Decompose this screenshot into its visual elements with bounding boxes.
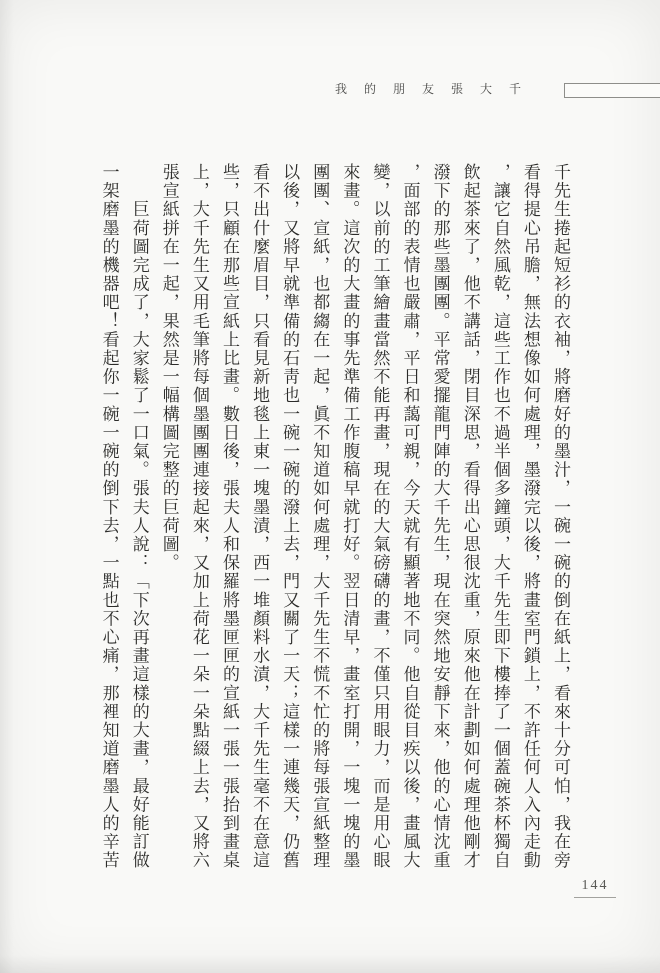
text-column: 以後，又將早就準備的石靑也一碗一碗的潑上去，門又關了一天；這樣一連幾天，仍舊 xyxy=(280,163,300,870)
page-number: 144 xyxy=(574,878,616,898)
header-rule-box xyxy=(564,83,660,98)
text-column: 張宣紙拼在一起，果然是一幅構圖完整的巨荷圖。 xyxy=(159,163,179,573)
running-head-title: 我 的 朋 友 張 大 千 xyxy=(334,82,528,96)
text-column: 看得提心吊膽，無法想像如何處理，墨潑完以後，將畫室門鎖上，不許任何人入內走動 xyxy=(520,163,540,870)
text-column: 團團、宣紙，也都縐在一起，眞不知道如何處理，大千先生不慌不忙的將每張宣紙整理 xyxy=(310,163,330,870)
text-column: 一架磨墨的機器吧！看起你一碗一碗的倒下去，一點也不心痛，那裡知道磨墨人的辛苦 xyxy=(99,163,119,870)
text-column: 變，以前的工筆繪畫當然不能再畫，現在的大氣磅礴的畫，不僅只用眼力，而是用心眼 xyxy=(370,163,390,870)
text-column: ，讓它自然風乾，這些工作也不過半個多鐘頭，大千先生即下樓捧了一個蓋碗茶杯獨自 xyxy=(490,163,510,870)
text-column: 來畫。這次的大畫的事先準備工作腹稿早就打好。翌日清早，畫室打開，一塊一塊的墨 xyxy=(340,163,360,870)
scan-edge-bottom xyxy=(0,955,660,973)
text-column: 上，大千先生又用毛筆將每個墨團團連接起來，又加上荷花一朵一朵點綴上去，又將六 xyxy=(189,163,209,870)
text-column: 巨荷圖完成了，大家鬆了一口氣。張夫人說：「下次再畫這樣的大畫，最好能訂做 xyxy=(129,163,149,870)
text-column: 看不出什麼眉目，只看見新地毯上東一塊墨漬，西一堆顏料水漬，大千先生毫不在意這 xyxy=(250,163,270,870)
text-column: 潑下的那些墨團團。平常愛擺龍門陣的大千先生，現在突然地安靜下來，他的心情沈重 xyxy=(430,163,450,870)
text-column: 千先生捲起短衫的衣袖，將磨好的墨汁，一碗一碗的倒在紙上，看來十分可怕，我在旁 xyxy=(551,163,570,870)
text-column: 飲起茶來了，他不講話，閉目深思，看得出心思很沈重，原來他在計劃如何處理他剛才 xyxy=(460,163,480,870)
text-column: ，面部的表情也嚴肅，平日和藹可親，今天就有顯著地不同。他自從目疾以後，畫風大 xyxy=(400,163,420,870)
text-column: 些，只顧在那些宣紙上比畫。數日後，張夫人和保羅將墨匣匣的宣紙一張一張抬到畫桌 xyxy=(219,163,239,870)
main-text-block xyxy=(93,163,575,875)
scan-edge-left xyxy=(0,0,14,973)
